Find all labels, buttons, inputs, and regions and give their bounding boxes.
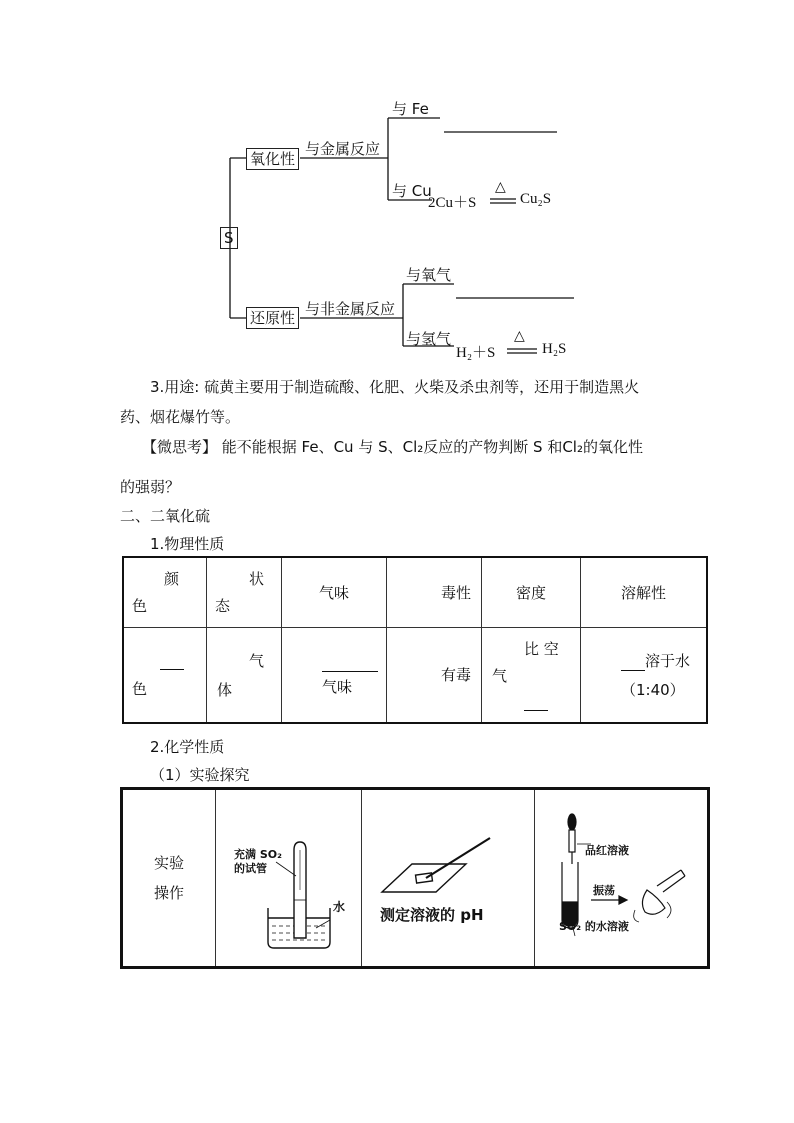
experiment-label-line1: 实验 bbox=[153, 854, 184, 872]
usage-line2: 药、烟花爆竹等。 bbox=[120, 408, 241, 426]
header-color-bottom: 色 bbox=[132, 597, 148, 616]
color-blank bbox=[160, 651, 184, 670]
cell-state bbox=[207, 627, 282, 723]
sulfur-root-label: S bbox=[220, 227, 238, 249]
experiment-label-cell bbox=[122, 789, 216, 968]
cell-density bbox=[482, 627, 581, 723]
header-density: 密度 bbox=[482, 557, 581, 627]
h2-equation-left: H₂＋S bbox=[456, 345, 496, 361]
nonmetal-reaction-label: 与非金属反应 bbox=[305, 300, 396, 318]
h2-equation-right: H₂S bbox=[542, 341, 567, 357]
think-line2: 的强弱？ bbox=[120, 478, 181, 496]
cell-smell bbox=[282, 627, 387, 723]
oxidizing-label: 氧化性 bbox=[246, 148, 299, 170]
density-mid: 气 bbox=[492, 667, 508, 686]
smell-tail: 气味 bbox=[322, 677, 353, 696]
test-tube-in-water-icon bbox=[216, 790, 361, 966]
solubility-blank bbox=[621, 652, 645, 671]
header-solubility: 溶解性 bbox=[581, 557, 708, 627]
color-tail: 色 bbox=[132, 679, 148, 698]
table-row bbox=[123, 627, 707, 723]
physical-properties-heading: 1.物理性质 bbox=[150, 535, 225, 553]
solubility-ratio: （1:40） bbox=[621, 680, 685, 699]
smell-blank bbox=[322, 653, 378, 672]
experiment-image-2 bbox=[362, 789, 535, 968]
ph-paper-icon bbox=[362, 790, 534, 966]
heat-symbol-cu: △ bbox=[495, 180, 506, 195]
metal-reaction-label: 与金属反应 bbox=[305, 140, 381, 158]
experiment-image-1 bbox=[216, 789, 362, 968]
experiment-table bbox=[120, 787, 710, 969]
header-color-top: 颜 bbox=[164, 570, 180, 589]
heat-symbol-h2: △ bbox=[514, 329, 525, 344]
experiment-label-line2: 操作 bbox=[153, 884, 184, 902]
tube-label bbox=[234, 848, 282, 876]
with-hydrogen-label: 与氢气 bbox=[406, 330, 452, 348]
experiment-image-3 bbox=[535, 789, 709, 968]
header-state bbox=[207, 557, 282, 627]
chemical-properties-heading: 2.化学性质 bbox=[150, 738, 225, 756]
tube-label-line1: 充满 SO₂ bbox=[234, 848, 282, 861]
usage-line1: 3.用途: 硫黄主要用于制造硫酸、化肥、火柴及杀虫剂等，还用于制造黑火 bbox=[150, 378, 640, 396]
shake-label: 振荡 bbox=[593, 884, 615, 897]
with-cu-label: 与 Cu bbox=[392, 182, 432, 200]
ph-label: 测定溶液的 pH bbox=[380, 906, 484, 924]
water-label: 水 bbox=[333, 900, 346, 914]
solution-label: SO₂ 的水溶液 bbox=[559, 920, 629, 933]
section-title: 二、二氧化硫 bbox=[120, 507, 211, 525]
header-color bbox=[123, 557, 207, 627]
cu-equation-left: 2Cu＋S bbox=[428, 195, 477, 211]
header-toxicity: 毒性 bbox=[387, 557, 482, 627]
tube-label-line2: 的试管 bbox=[234, 862, 267, 875]
physical-properties-table bbox=[122, 556, 708, 724]
reducing-label: 还原性 bbox=[246, 307, 299, 329]
cell-color bbox=[123, 627, 207, 723]
experiment-heading: （1）实验探究 bbox=[150, 766, 250, 784]
cell-toxicity: 有毒 bbox=[387, 627, 482, 723]
cu-equation-right: Cu₂S bbox=[520, 191, 552, 207]
solubility-tail: 溶于水 bbox=[645, 651, 691, 670]
density-top: 比 空 bbox=[524, 640, 559, 659]
with-oxygen-label: 与氧气 bbox=[406, 266, 452, 284]
header-state-top: 状 bbox=[249, 570, 265, 589]
density-blank bbox=[524, 692, 548, 711]
with-fe-label: 与 Fe bbox=[392, 100, 429, 118]
state-bottom: 体 bbox=[217, 680, 233, 699]
think-line1: 【微思考】 能不能根据 Fe、Cu 与 S、Cl₂反应的产物判断 S 和Cl₂的氧化性 bbox=[142, 438, 643, 456]
header-state-bottom: 态 bbox=[215, 597, 231, 616]
table-header-row bbox=[123, 557, 707, 627]
magenta-test-icon bbox=[535, 790, 707, 966]
header-smell: 气味 bbox=[282, 557, 387, 627]
magenta-label: 品红溶液 bbox=[585, 844, 629, 857]
state-top: 气 bbox=[249, 651, 265, 670]
cell-solubility bbox=[581, 627, 708, 723]
